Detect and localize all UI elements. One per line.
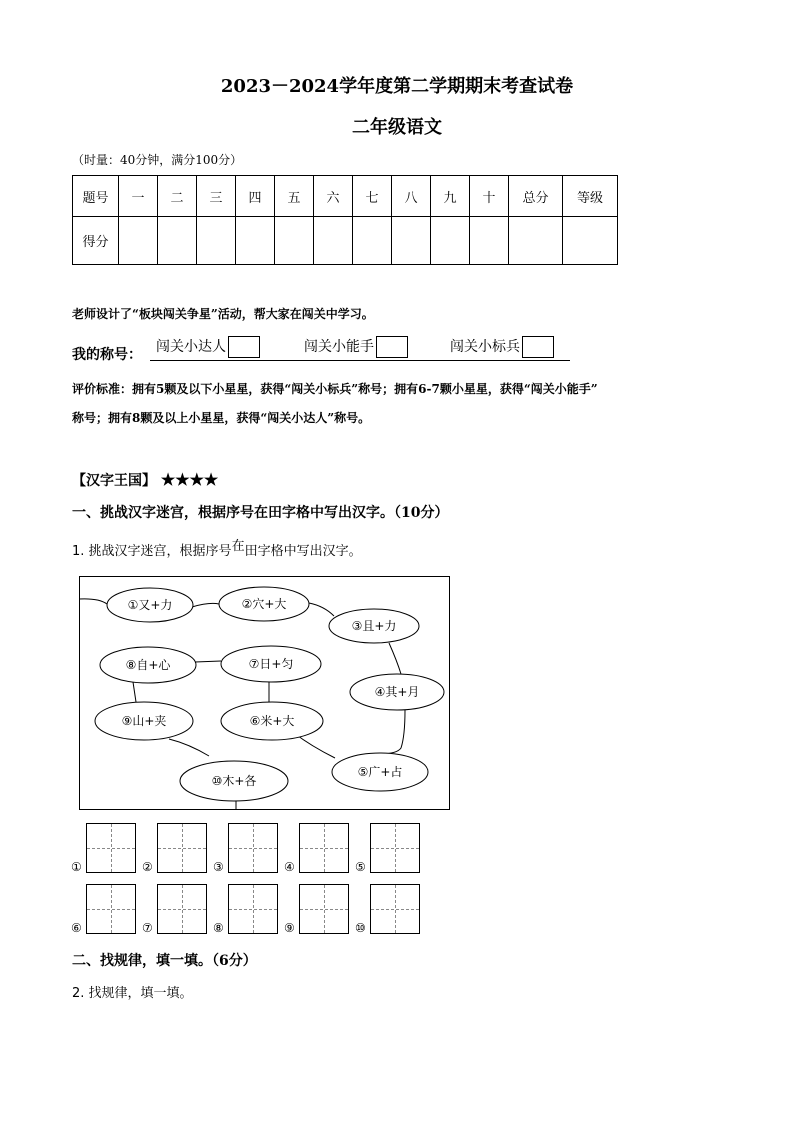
star-icon: ★★★★: [160, 470, 219, 489]
maze-node: [221, 646, 321, 682]
tian-zi-grid[interactable]: [228, 823, 278, 873]
maze-node: [107, 588, 193, 622]
score-cell: 一: [119, 176, 158, 217]
score-input-cell[interactable]: [392, 217, 431, 265]
score-cell: 等级: [563, 176, 618, 217]
section-banner: [72, 470, 218, 490]
maze-node-label: ②穴+大: [241, 597, 287, 611]
title-option-label: 闯关小标兵: [450, 339, 520, 355]
grid-label: ⑨: [284, 921, 295, 935]
maze-node-label: ⑨山+夹: [121, 714, 167, 728]
title-checkbox[interactable]: [228, 336, 260, 358]
score-cell: 四: [236, 176, 275, 217]
maze-path: [195, 661, 221, 662]
score-row-label: 得分: [73, 217, 119, 265]
tian-zi-grid[interactable]: [157, 823, 207, 873]
title-option-label: 闯关小达人: [156, 339, 226, 355]
tian-zi-grid[interactable]: [86, 823, 136, 873]
question-text: 在: [231, 539, 245, 554]
tian-zi-grid[interactable]: [370, 884, 420, 934]
score-input-cell[interactable]: [509, 217, 563, 265]
question-number: 1.: [72, 544, 85, 559]
score-cell: 九: [431, 176, 470, 217]
score-cell: 十: [470, 176, 509, 217]
grid-label: ⑤: [355, 860, 366, 874]
score-cell: 二: [158, 176, 197, 217]
activity-intro: 老师设计了“板块闯关争星”活动，帮大家在闯关中学习。: [72, 307, 374, 321]
score-cell: 六: [314, 176, 353, 217]
tian-zi-grid[interactable]: [86, 884, 136, 934]
score-cell: 总分: [509, 176, 563, 217]
score-table-score-row: [73, 217, 618, 265]
maze-node: [100, 647, 196, 683]
question-1: [72, 540, 362, 559]
character-maze: [79, 576, 451, 812]
score-cell: 五: [275, 176, 314, 217]
title-checkbox[interactable]: [376, 336, 408, 358]
question-2: 2. 找规律，填一填。: [72, 986, 193, 1001]
score-input-cell[interactable]: [470, 217, 509, 265]
maze-path: [169, 739, 209, 756]
my-title-label: 我的称号：: [72, 347, 142, 363]
exam-meta: （时量：40分钟，满分100分）: [72, 153, 243, 167]
section2-heading: 二、找规律，填一填。（6分）: [72, 953, 257, 969]
tian-zi-grid[interactable]: [370, 823, 420, 873]
tian-zi-grid[interactable]: [299, 884, 349, 934]
grid-label: ③: [213, 860, 224, 874]
maze-node: [350, 674, 444, 710]
exam-subtitle: 二年级语文: [352, 117, 442, 138]
maze-node: [95, 702, 193, 740]
grid-label: ⑥: [71, 921, 82, 935]
score-input-cell[interactable]: [563, 217, 618, 265]
score-input-cell[interactable]: [275, 217, 314, 265]
grid-label: ④: [284, 860, 295, 874]
maze-node-label: ⑩木+各: [211, 774, 257, 788]
maze-path: [133, 682, 136, 702]
grid-label: ⑦: [142, 921, 153, 935]
section-banner-label: 【汉字王国】: [72, 473, 156, 489]
title-option-label: 闯关小能手: [304, 339, 374, 355]
grid-label: ②: [142, 860, 153, 874]
score-cell: 题号: [73, 176, 119, 217]
score-input-cell[interactable]: [119, 217, 158, 265]
title-options: [150, 336, 570, 361]
maze-node: [180, 761, 288, 801]
tian-zi-grid[interactable]: [157, 884, 207, 934]
maze-node: [329, 609, 419, 643]
title-checkbox[interactable]: [522, 336, 554, 358]
criteria-line: 称号；拥有8颗及以上小星星，获得“闯关小达人”称号。: [72, 411, 371, 425]
score-table: [72, 175, 618, 265]
score-input-cell[interactable]: [197, 217, 236, 265]
section1-heading: 一、挑战汉字迷宫，根据序号在田字格中写出汉字。（10分）: [72, 505, 449, 521]
score-input-cell[interactable]: [314, 217, 353, 265]
score-cell: 七: [353, 176, 392, 217]
score-input-cell[interactable]: [236, 217, 275, 265]
grid-label: ①: [71, 860, 82, 874]
maze-path: [379, 710, 405, 754]
maze-node-label: ④其+月: [374, 685, 420, 699]
score-input-cell[interactable]: [353, 217, 392, 265]
maze-node-label: ⑧自+心: [125, 658, 171, 672]
title-option: [156, 336, 260, 358]
title-option: [450, 336, 554, 358]
maze-path: [79, 599, 107, 604]
score-cell: 八: [392, 176, 431, 217]
question-text: 田字格中写出汉字。: [244, 544, 362, 559]
exam-title: 2023－2024学年度第二学期期末考查试卷: [220, 76, 574, 97]
question-text: 挑战汉字迷宫，根据序号: [88, 544, 232, 559]
maze-node: [332, 753, 428, 791]
score-input-cell[interactable]: [431, 217, 470, 265]
criteria-line: 评价标准：拥有5颗及以下小星星，获得“闯关小标兵”称号；拥有6-7颗小星星，获得“闯关小能手”: [72, 382, 598, 396]
grid-label: ⑩: [355, 921, 366, 935]
score-input-cell[interactable]: [158, 217, 197, 265]
maze-path: [192, 603, 219, 607]
maze-node-label: ①又+力: [127, 598, 173, 612]
score-cell: 三: [197, 176, 236, 217]
maze-path: [309, 603, 334, 616]
maze-node-label: ⑤广+占: [357, 765, 403, 779]
maze-node: [221, 702, 323, 740]
tian-zi-grid[interactable]: [228, 884, 278, 934]
score-table-header-row: [73, 176, 618, 217]
grid-label: ⑧: [213, 921, 224, 935]
tian-zi-grid[interactable]: [299, 823, 349, 873]
maze-node-label: ③且+力: [351, 619, 397, 633]
maze-node: [219, 587, 309, 621]
maze-path: [389, 643, 401, 674]
maze-node-label: ⑦日+匀: [248, 657, 294, 671]
maze-node-label: ⑥米+大: [249, 714, 295, 728]
title-option: [304, 336, 408, 358]
